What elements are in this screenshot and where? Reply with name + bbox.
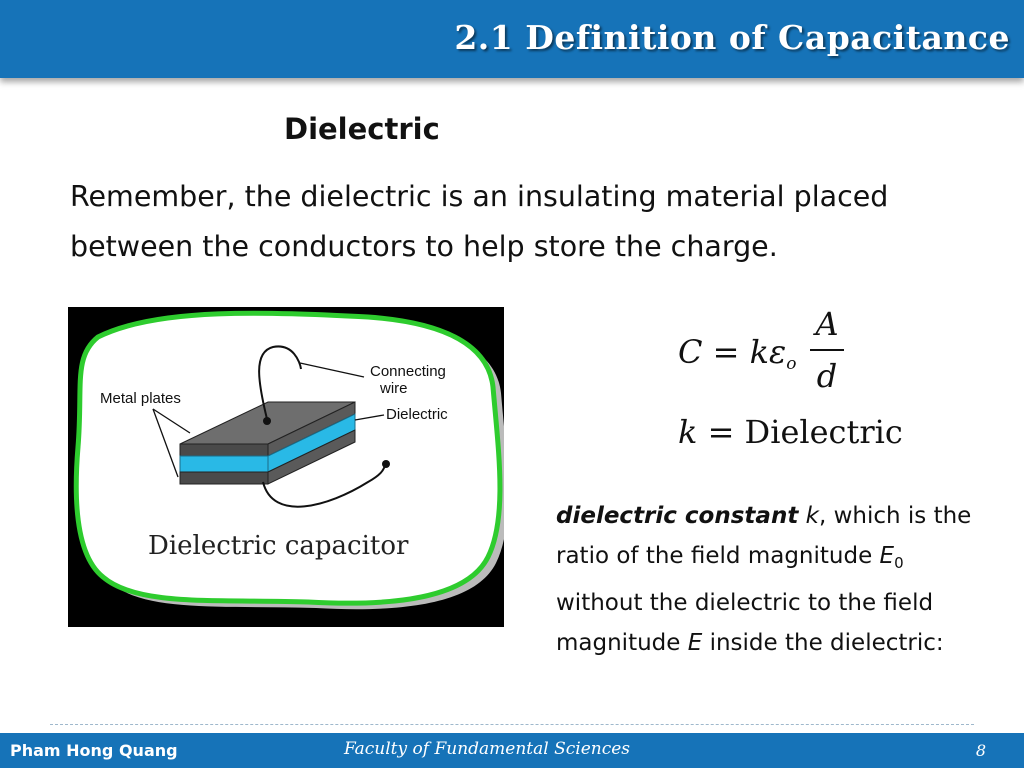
bottom-plate-front	[180, 472, 268, 484]
formula-epsilon-subscript: o	[786, 354, 797, 374]
dielectric-constant-description	[556, 496, 996, 663]
label-metal-plates: Metal plates	[100, 390, 181, 407]
page-number: 8	[975, 741, 986, 760]
section-heading: Dielectric	[284, 112, 440, 146]
top-terminal	[263, 417, 271, 425]
slide-title: 2.1 Definition of Capacitance	[454, 18, 1010, 57]
formula-line-2	[678, 413, 903, 451]
figure-caption: Dielectric capacitor	[148, 531, 409, 561]
capacitance-formula	[678, 305, 978, 455]
formula-line-1	[678, 333, 796, 374]
description-part-2: without the dielectric to the field magnitude	[556, 590, 934, 656]
footer-author: Pham Hong Quang	[10, 741, 178, 760]
description-part-1: , which is the ratio of the field magnitude	[556, 503, 972, 569]
description-part-3: inside the dielectric:	[702, 630, 944, 656]
formula-equals: =	[702, 333, 750, 371]
label-dielectric: Dielectric	[386, 406, 448, 423]
formula-denominator: d	[816, 357, 838, 395]
top-plate-front	[180, 444, 268, 456]
footer-faculty: Faculty of Fundamental Sciences	[344, 739, 631, 759]
formula-k: k	[749, 333, 770, 371]
dielectric-capacitor-figure	[68, 307, 504, 627]
formula-equals-2: =	[697, 413, 745, 451]
title-bar	[0, 0, 1024, 78]
dielectric-front	[180, 456, 268, 472]
symbol-k: k	[805, 503, 819, 529]
formula-C: C	[678, 333, 703, 371]
formula-numerator: A	[815, 305, 839, 343]
formula-epsilon: ε	[769, 333, 787, 371]
symbol-E: E	[687, 630, 703, 656]
bottom-terminal	[382, 460, 390, 468]
symbol-E0: E	[879, 543, 895, 569]
footer-bar	[0, 733, 1024, 768]
term-dielectric-constant: dielectric constant	[556, 503, 799, 529]
intro-paragraph: Remember, the dielectric is an insulating material placed between the conductors to help store the charge.	[70, 180, 889, 263]
label-connecting: Connecting	[370, 363, 446, 380]
formula-k2: k	[678, 413, 698, 451]
symbol-E0-subscript: 0	[894, 554, 904, 572]
footer-divider	[50, 724, 974, 725]
formula-dielectric-word: Dielectric	[744, 413, 903, 451]
capacitor-illustration	[68, 307, 504, 627]
fraction-bar	[810, 349, 844, 351]
label-wire: wire	[380, 380, 408, 397]
